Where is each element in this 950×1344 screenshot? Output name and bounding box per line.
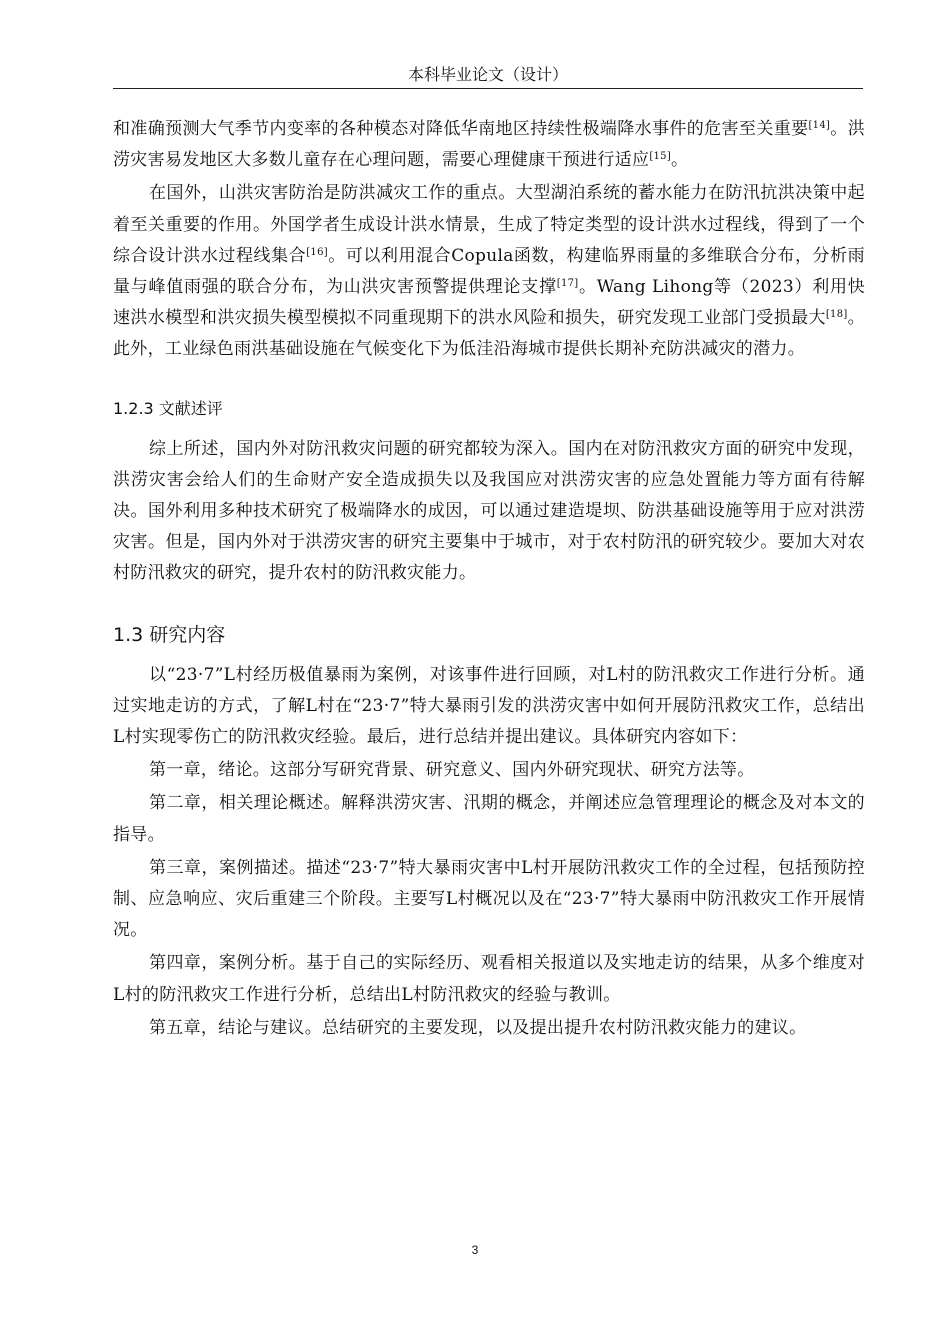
paragraph — [113, 114, 865, 176]
citation: [18] — [825, 309, 848, 321]
paragraph-text: 和准确预测大气季节内变率的各种模态对降低华南地区持续性极端降水事件的危害至关重要 — [113, 119, 809, 139]
section-heading-1-3: 1.3 研究内容 — [113, 623, 226, 646]
citation: [17] — [556, 278, 579, 290]
paragraph-text: 在国外，山洪灾害防治是防洪减灾工作的重点。大型湖泊系统的蓄水能力在防汛抗洪决策中起着至关重要的作用。外国学者生成设计洪水情景，生成了特定类型的设计洪水过程线，得到了一个综合设计洪水过程线集合 — [113, 183, 865, 266]
citation: [14] — [808, 120, 831, 131]
page-number: 3 — [471, 1243, 479, 1257]
section-heading-1-2-3: 1.2.3 文献述评 — [113, 398, 223, 418]
paragraph-text: 。此外，工业绿色雨洪基础设施在气候变化下为低洼沿海城市提供长期补充防洪减灾的潜力。 — [113, 308, 865, 360]
citation: [16] — [306, 246, 328, 258]
running-header: 本科毕业论文（设计） — [113, 62, 863, 89]
paragraph-text: 。Wang Lihong等（2023）利用快速洪水模型和洪灾损失模型模拟不同重现期下的洪水风险和损失，研究发现工业部门受损最大 — [113, 277, 865, 329]
paragraph: 综上所述，国内外对防汛救灾问题的研究都较为深入。国内在对防汛救灾方面的研究中发现，洪涝灾害会给人们的生命财产安全造成损失以及我国应对洪涝灾害的应急处置能力等方面有待解决。国外利用多种技术研究了极端降水的成因，可以通过建造堤坝、防洪基础设施等用于应对洪涝灾害。但是，国内外对于洪涝灾害的研究主要集中于城市，对于农村防汛的研究较少。要加大对农村防汛救灾的研究，提升农村的防汛救灾能力。 — [113, 438, 865, 584]
paragraph-text: 。可以利用混合Copula函数，构建临界雨量的多维联合分布，分析雨量与峰值雨强的联合分布，为山洪灾害预警提供理论支撑 — [113, 245, 865, 298]
paragraph: 第二章，相关理论概述。解释洪涝灾害、汛期的概念，并阐述应急管理理论的概念及对本文的指导。 — [113, 793, 865, 845]
paragraph — [113, 178, 865, 365]
paragraph: 第五章，结论与建议。总结研究的主要发现，以及提出提升农村防汛救灾能力的建议。 — [149, 1017, 807, 1038]
page-body — [113, 114, 865, 1044]
paragraph: 第一章，绪论。这部分写研究背景、研究意义、国内外研究现状、研究方法等。 — [149, 760, 755, 781]
paragraph: 第四章，案例分析。基于自己的实际经历、观看相关报道以及实地走访的结果，从多个维度对L村的防汛救灾工作进行分析，总结出L村防汛救灾的经验与教训。 — [113, 953, 865, 1005]
paragraph-text: 。 — [671, 150, 689, 171]
paragraph-text: 。洪涝灾害易发地区大多数儿童存在心理问题，需要心理健康干预进行适应 — [113, 119, 865, 171]
paragraph: 第三章，案例描述。描述“23·7”特大暴雨灾害中L村开展防汛救灾工作的全过程，包括预防控制、应急响应、灾后重建三个阶段。主要写L村概况以及在“23·7”特大暴雨中防汛救灾工作开展情况。 — [113, 857, 865, 941]
citation: [15] — [649, 151, 672, 163]
paragraph: 以“23·7”L村经历极值暴雨为案例，对该事件进行回顾，对L村的防汛救灾工作进行分析。通过实地走访的方式，了解L村在“23·7”特大暴雨引发的洪涝灾害中如何开展防汛救灾工作，总结出L村实现零伤亡的防汛救灾经验。最后，进行总结并提出建议。具体研究内容如下： — [113, 664, 865, 748]
